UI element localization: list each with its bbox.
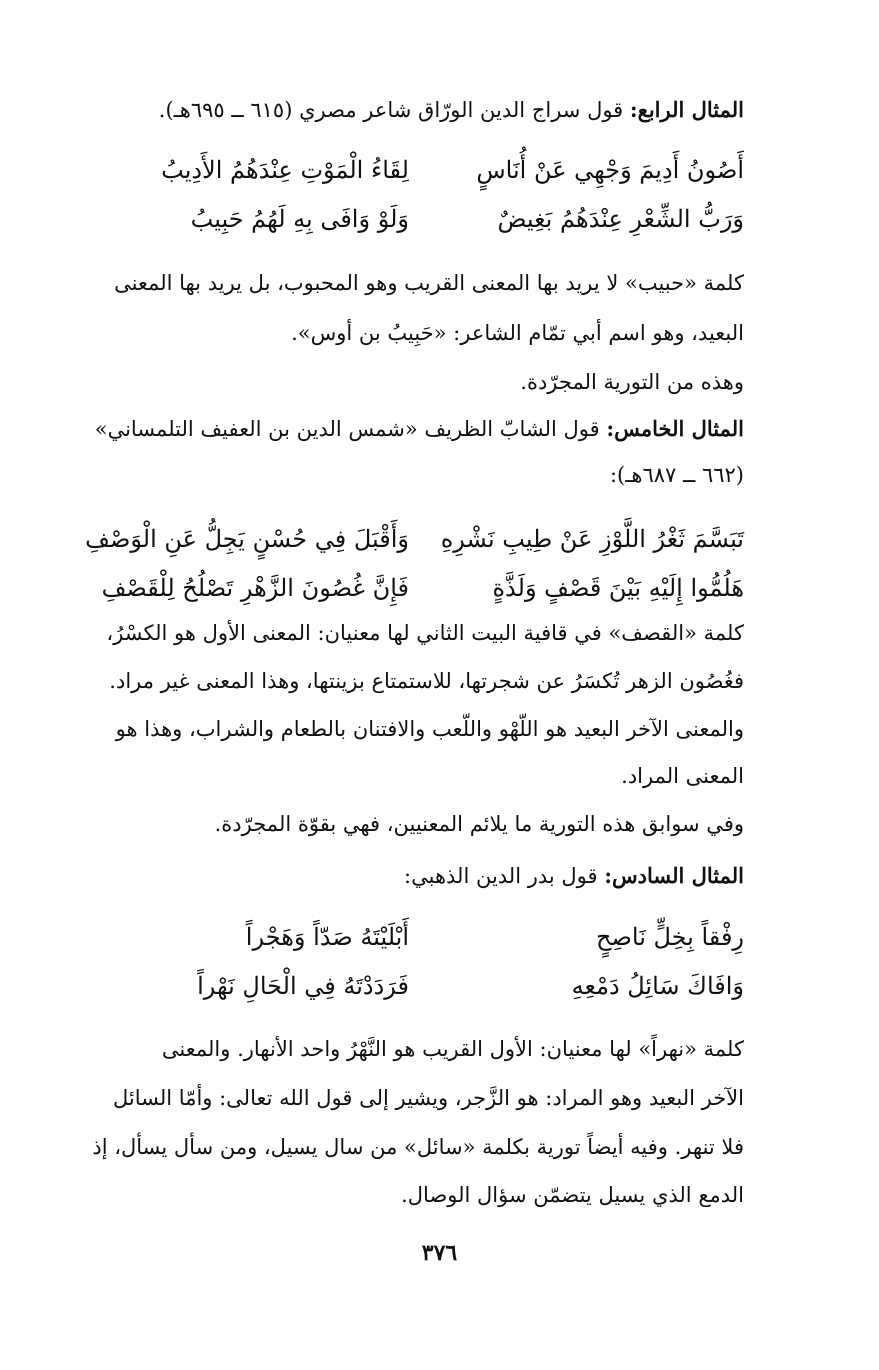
verse-ajuz: فَإِنَّ غُصُونَ الزَّهْرِ تَصْلُحُ لِلْقَصْفِ [101,574,409,602]
paragraph-line: كلمة «حبيب» لا يريد بها المعنى القريب وهو المحبوب، بل يريد بها المعنى [114,271,744,295]
paragraph-line: كلمة «القصف» في قافية البيت الثاني لها معنيان: المعنى الأول هو الكسْرُ، [106,621,744,645]
verse-ajuz: أَبْلَيْتَهُ صَدّاً وَهَجْراً [245,923,409,951]
heading-label: المثال الرابع: [629,97,744,122]
verse-sadr: هَلُمُّوا إِلَيْهِ بَيْنَ قَصْفٍ وَلَذَّةٍ [492,574,744,602]
page-number: ٣٧٦ [421,1240,458,1266]
example-4-heading [54,94,744,126]
heading-text: قول الشابّ الظريف «شمس الدين بن العفيف التلمساني» [94,417,607,441]
verse-ajuz: وَلَوْ وَافَى بِهِ لَهُمُ حَبِيبُ [190,205,409,233]
paragraph-line: كلمة «نهراً» لها معنيان: الأول القريب هو النَّهْرُ واحد الأنهار. والمعنى [161,1037,744,1061]
paragraph-line: البعيد، وهو اسم أبي تمّام الشاعر: «حَبِيبُ بن أوس». [291,321,744,345]
paragraph-line: فغُصُون الزهر تُكسَرُ عن شجرتها، للاستمتاع بزينتها، وهذا المعنى غير مراد. [109,669,744,693]
heading-line-2: (٦٦٢ ــ ٦٨٧هـ): [609,463,744,487]
paragraph-line: الآخر البعيد وهو المراد: هو الزَّجر، ويشير إلى قول الله تعالى: وأمّا السائل [113,1086,744,1110]
heading-text: قول بدر الدين الذهبي: [404,864,605,888]
verse-sadr: تَبَسَّمَ ثَغْرُ اللَّوْزِ عَنْ طِيبِ نَشْرِهِ [440,525,744,553]
verse-ajuz: لِقَاءُ الْمَوْتِ عِنْدَهُمُ الأَدِيبُ [161,156,409,184]
verse-sadr: رِفْقاً بِخِلٍّ نَاصِحٍ [596,923,744,951]
example-6-heading [54,860,744,892]
note-line: وفي سوابق هذه التورية ما يلائم المعنيين، فهي بقوّة المجرّدة. [214,812,744,836]
heading-label: المثال الخامس: [606,416,744,441]
verse-sadr: أَصُونُ أَدِيمَ وَجْهِي عَنْ أُنَاسٍ [476,156,744,184]
verse-ajuz: فَرَدَدْتَهُ فِي الْحَالِ نَهْراً [197,972,409,1000]
paragraph-line: والمعنى الآخر البعيد هو اللّهْو واللّعب والافتنان بالطعام والشراب، وهذا هو [115,717,744,741]
heading-text: قول سراج الدين الورّاق شاعر مصري (٦١٥ ــ ٦٩٥هـ). [158,98,630,122]
heading-label: المثال السادس: [604,863,744,888]
example-5-heading [54,413,744,445]
paragraph-line: المعنى المراد. [621,764,744,788]
paragraph-line: الدمع الذي يسيل يتضمّن سؤال الوصال. [401,1183,744,1207]
verse-sadr: وَرَبُّ الشِّعْرِ عِنْدَهُمُ بَغِيضٌ [497,205,744,233]
verse-ajuz: وَأَقْبَلَ فِي حُسْنٍ يَجِلُّ عَنِ الْوَصْفِ [85,525,409,553]
verse-sadr: وَافَاكَ سَائِلُ دَمْعِهِ [571,972,744,1000]
paragraph-line: وهذه من التورية المجرّدة. [520,370,744,394]
paragraph-line: فلا تنهر. وفيه أيضاً تورية بكلمة «سائل» من سال يسيل، ومن سأل يسأل، إذ [92,1135,744,1159]
